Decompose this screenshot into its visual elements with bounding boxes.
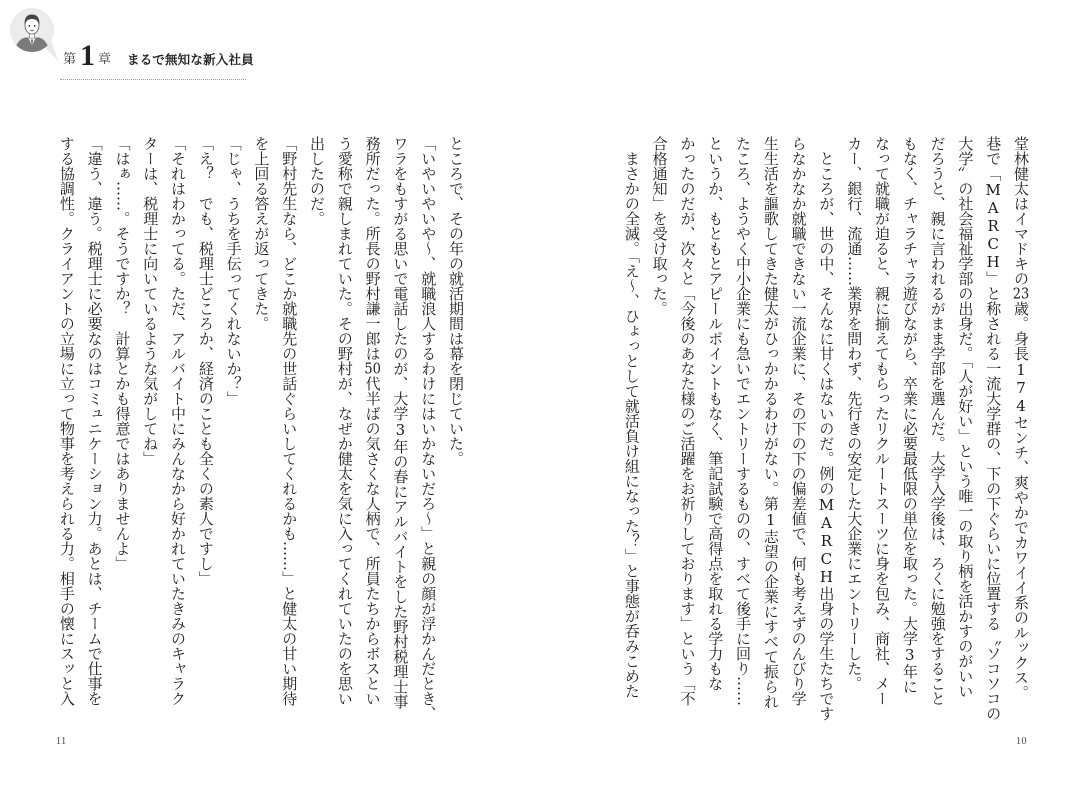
page-10-body <box>617 136 1034 728</box>
text-line: ワラをもすがる思いで電話したのが、大学3年の春にアルバイトをした野村税理士事 <box>391 136 410 709</box>
text-line: ところで、その年の就活期間は幕を閉じていた。 <box>447 136 465 466</box>
text-line: というか、もともとアピールポイントもなく、筆記試験で高得点を取れる学力もな <box>706 136 725 691</box>
text-line: 「じゃ、うちを手伝ってくれないか？」 <box>224 136 243 406</box>
text-line: まさかの全滅。「え～、ひょっとして就活負け組になった？」と事態が呑みこめた <box>622 136 641 699</box>
text-line: 「それはわかってる。ただ、アルバイト中にみんなから好かれていたきみのキャラク <box>169 136 188 706</box>
text-line: する協調性。クライアントの立場に立って物事を考えられる力。相手の懐にスッと入 <box>57 136 76 706</box>
text-line: ところが、世の中、そんなに甘くはないのだ。例のMARCH出身の学生たちです <box>817 136 836 721</box>
text-line: なって就職が迫ると、親に揃えてもらったリクルートスーツに身を包み、商社、メー <box>873 136 892 706</box>
text-line: を上回る答えが返ってきた。 <box>252 136 271 331</box>
text-line: ターは、税理士に向いているような気がしてね」 <box>141 136 160 466</box>
chapter-prefix: 第 <box>63 52 77 67</box>
author-portrait-icon <box>6 4 62 64</box>
chapter-number: 1 <box>80 39 95 72</box>
text-line: だろうと、親に言われるがまま学部を選んだ。大学入学後は、ろくに勉強をすること <box>928 136 947 706</box>
page-number-right: 10 <box>1016 736 1027 747</box>
text-line: 「野村先生なら、どこか就職先の世話ぐらいしてくれるかも……」と健太の甘い期待 <box>280 136 299 706</box>
page-number-left: 11 <box>56 736 67 747</box>
text-line: カー、銀行、流通……業界を問わず、先行きの安定した大企業にエントリーした。 <box>845 136 864 691</box>
text-line: 出したのだ。 <box>308 136 327 226</box>
text-line: 「いやいやいや～、就職浪人するわけにはいかないだろ～」と親の顔が浮かんだとき、 <box>419 136 438 721</box>
chapter-suffix: 章 <box>98 52 112 67</box>
chapter-title: まるで無知な新入社員 <box>127 52 254 67</box>
chapter-heading-rule <box>60 79 246 80</box>
page-11-body <box>52 136 469 728</box>
text-line: かったのだが、次々と「今後のあなた様のご活躍をお祈りしております」という「不 <box>678 136 697 706</box>
text-line: もなく、チャラチャラ遊びながら、卒業に必要最低限の単位を取った。大学3年に <box>900 136 919 694</box>
text-line: 合格通知」を受け取った。 <box>650 136 669 316</box>
text-line: う愛称で親しまれていた。その野村が、なぜか健太を気に入ってくれていたのを思い <box>335 136 354 706</box>
text-line: 「違う、違う。税理士に必要なのはコミュニケーション力。あとは、チームで仕事を <box>85 136 104 706</box>
text-line: 大学〟の社会福祉学部の出身だ。「人が好い」という唯一の取り柄を活かすのがいい <box>956 136 975 699</box>
text-line: 「え？ でも、税理士どころか、経済のことも全くの素人ですし」 <box>196 136 215 586</box>
text-line: らなかなか就職できない一流企業に、その下の下の偏差値で、何も考えずのんびり学 <box>789 136 808 706</box>
text-line: 務所だった。所長の野村謙一郎は50代半ばの気さくな人柄で、所員たちからボスとい <box>363 136 382 706</box>
text-line: たころ、ようやく中小企業にも急いでエントリーするものの、すべて後手に回り…… <box>734 136 753 706</box>
text-line: 「はぁ……。そうですか？ 計算とかも得意ではありませんよ」 <box>113 136 132 571</box>
text-line: 堂林健太はイマドキの23歳。身長174センチ、爽やかでカワイイ系のルックス。 <box>1012 136 1030 700</box>
text-line: 生生活を謳歌してきた健太がひっかかるわけがない。第1志望の企業にすべて振られ <box>761 136 780 709</box>
text-line: 巷で「MARCH」と称される一流大学群の、下の下ぐらいに位置する〝ソコソコの <box>984 136 1003 721</box>
